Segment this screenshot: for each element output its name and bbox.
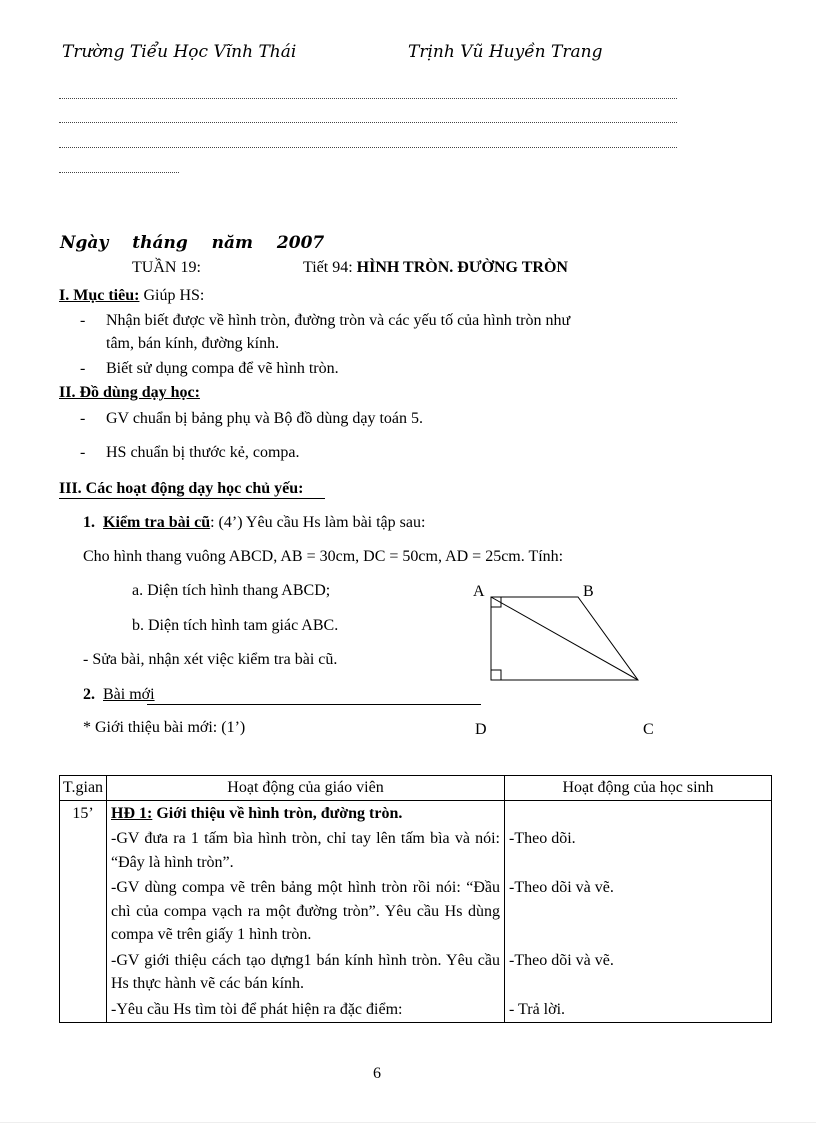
teacher-activity: -Yêu cầu Hs tìm tòi để phát hiện ra đặc điểm: xyxy=(107,997,505,1023)
objective-item: tâm, bán kính, đường kính. xyxy=(106,335,280,352)
bullet: - xyxy=(80,410,86,427)
activity-label: HĐ 1: xyxy=(111,804,153,822)
intro-new-lesson: * Giới thiệu bài mới: (1’) xyxy=(83,719,246,736)
bullet: - xyxy=(80,444,86,461)
activity-title: Giới thiệu về hình tròn, đường tròn. xyxy=(152,804,403,822)
dotted-line xyxy=(59,97,677,99)
step-old-lesson xyxy=(83,514,425,532)
step-text: : (4’) Yêu cầu Hs làm bài tập sau: xyxy=(210,514,426,531)
label-d: D xyxy=(475,721,487,738)
diagonal-ac xyxy=(491,597,638,680)
dotted-line xyxy=(59,121,677,123)
teacher-activity: -GV đưa ra 1 tấm bìa hình tròn, chỉ tay lên tấm bìa và nói: “Đây là hình tròn”. xyxy=(107,826,505,875)
table-header-row xyxy=(60,776,772,801)
bullet: - xyxy=(80,312,86,329)
objective-item: Nhận biết được về hình tròn, đường tròn và các yếu tố của hình tròn như xyxy=(106,312,571,329)
step-label: Bài mới xyxy=(103,686,155,703)
student-activity: -Theo dõi. xyxy=(505,826,772,875)
student-cell xyxy=(505,800,772,826)
problem-part: a. Diện tích hình thang ABCD; xyxy=(132,582,331,599)
fix-line: - Sửa bài, nhận xét việc kiểm tra bài cũ. xyxy=(83,651,338,668)
teacher-activity: -GV dùng compa vẽ trên bảng một hình tròn rồi nói: “Đầu chì của compa vạch ra một đường tròn”. Yêu cầu Hs dùng compa vẽ trên giấy 1 hình tròn. xyxy=(107,875,505,948)
table-row xyxy=(60,826,772,875)
header-student: Hoạt động của học sinh xyxy=(505,776,772,801)
page-number: 6 xyxy=(373,1065,381,1082)
lesson-heading xyxy=(303,259,568,277)
label-b: B xyxy=(583,583,594,600)
teacher-activity: -GV giới thiệu cách tạo dựng1 bán kính hình tròn. Yêu cầu Hs thực hành vẽ các bán kính. xyxy=(107,948,505,997)
section-objectives xyxy=(59,287,204,305)
table-row xyxy=(60,875,772,948)
problem-part: b. Diện tích hình tam giác ABC. xyxy=(132,617,339,634)
table-row xyxy=(60,800,772,826)
right-angle-d xyxy=(491,670,501,680)
label-c: C xyxy=(643,721,654,738)
table-row xyxy=(60,997,772,1023)
student-activity: -Theo dõi và vẽ. xyxy=(505,875,772,948)
student-activity: -Theo dõi và vẽ. xyxy=(505,948,772,997)
step-label: Kiểm tra bài cũ xyxy=(103,514,211,531)
teacher-name: Trịnh Vũ Huyền Trang xyxy=(408,42,603,62)
step-number: 2. xyxy=(83,686,95,703)
table-row xyxy=(60,948,772,997)
activity-title-cell xyxy=(107,800,505,826)
date-line: Ngày tháng năm 2007 xyxy=(60,233,325,253)
section-intro: Giúp HS: xyxy=(139,287,205,304)
materials-item: GV chuẩn bị bảng phụ và Bộ đồ dùng dạy toán 5. xyxy=(106,410,423,427)
materials-item: HS chuẩn bị thước kẻ, compa. xyxy=(106,444,300,461)
header-time: T.gian xyxy=(60,776,107,801)
trapezoid-figure xyxy=(470,576,654,746)
student-activity: - Trả lời. xyxy=(505,997,772,1023)
step-number: 1. xyxy=(83,514,95,531)
week-label: TUẦN 19: xyxy=(132,259,201,276)
section-heading: III. Các hoạt động dạy học chủ yếu: xyxy=(59,480,325,499)
section-heading: II. Đồ dùng dạy học: xyxy=(59,384,200,401)
section-heading: I. Mục tiêu: xyxy=(59,287,140,304)
label-a: A xyxy=(473,583,485,600)
step-new-lesson xyxy=(83,686,155,704)
dotted-line xyxy=(59,146,677,148)
school-name: Trường Tiểu Học Vĩnh Thái xyxy=(62,42,297,62)
bullet: - xyxy=(80,360,86,377)
time-cell: 15’ xyxy=(60,800,107,1023)
header-teacher: Hoạt động của giáo viên xyxy=(107,776,505,801)
lesson-plan-table xyxy=(59,775,772,1023)
underline-rule xyxy=(147,704,481,705)
objective-item: Biết sử dụng compa để vẽ hình tròn. xyxy=(106,360,339,377)
dotted-line xyxy=(59,171,179,173)
problem-statement: Cho hình thang vuông ABCD, AB = 30cm, DC = 50cm, AD = 25cm. Tính: xyxy=(83,548,564,565)
lesson-title: HÌNH TRÒN. ĐƯỜNG TRÒN xyxy=(356,259,568,276)
lesson-prefix: Tiết 94: xyxy=(303,259,357,276)
